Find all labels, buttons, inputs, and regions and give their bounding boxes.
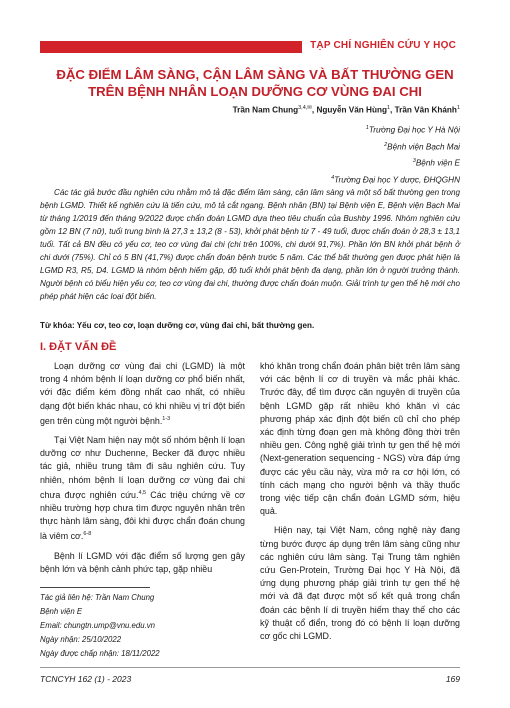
footnote-org: Bệnh viện E [40,607,83,616]
title-line-1: ĐẶC ĐIỂM LÂM SÀNG, CẬN LÂM SÀNG VÀ BẤT THƯỜNG GEN [56,67,454,82]
journal-name: TẠP CHÍ NGHIÊN CỨU Y HỌC [302,38,460,54]
footnote-received: Ngày nhận: 25/10/2022 [40,635,122,644]
affiliations [331,121,460,188]
footnote-author: Tác giả liên hệ: Trần Nam Chung [40,593,155,602]
affiliation-1: $^1$Trường Đại học Y Hà Nội [365,125,460,135]
footer-divider [40,667,460,668]
paragraph: Tại Việt Nam hiện nay một số nhóm bệnh lí loạn dưỡng cơ như Duchenne, Becker đã được nhiều tác giả, nhiều trung tâm đi sâu nghiên cứu. Tuy nhiên, nhóm bệnh lí loạn dưỡng cơ vùng đai chi chưa được nghiên cứu.$^{4,5}$ Các triệu chứng về cơ nhiều trường hợp chưa tìm được nguyên nhân trên thực hành lâm sàng, đôi khi được chẩn đoán chung là viêm cơ.$^{6-8}$ [40,434,245,542]
footer-issue: TCNCYH 162 (1) - 2023 [40,674,132,684]
keywords: Từ khóa: Yếu cơ, teo cơ, loạn dưỡng cơ, vùng đai chi, bất thường gen. [40,321,315,330]
author-3: Trần Vân Khánh [394,105,457,115]
footnote-email: Email: chungtn.ump@vnu.edu.vn [40,621,155,630]
author-3-sup: 1 [456,105,460,111]
article-title [40,66,470,100]
paragraph: Loạn dưỡng cơ vùng đai chi (LGMD) là một trong 4 nhóm bệnh lí loạn dưỡng cơ phổ biến nhất, với đặc điểm kém đồng nhất cao nhất, có nhiều dạng đột biến khác nhau, có khi nhiều vị trí đột biến gen trên cùng một người bệnh.$^{1-3}$ [40,361,245,426]
affiliation-2: $^2$Bệnh viện Bạch Mai [384,141,460,152]
left-column [40,360,245,582]
affiliation-3: $^3$Bệnh viện E [412,158,460,169]
paragraph: Hiện nay, tại Việt Nam, công nghệ này đang từng bước được áp dụng trên lâm sàng cũng như các nghiên cứu lâm sàng. Tại Trung tâm nghiên cứu Gen-Protein, Trường Đại học Y Hà Nội, đã ứng dụng phương pháp giải trình tự gen thế hệ mới và đã đạt được một số kết quả trong chẩn đoán các bệnh lí di truyền hiếm thay thế cho các kỹ thuật cổ điển, trong đó có bệnh lí loạn dưỡng cơ gốc chi LGMD. [260,525,460,642]
corresponding-mark-icon: ✉ [307,105,312,111]
title-line-2: TRÊN BỆNH NHÂN LOẠN DƯỠNG CƠ VÙNG ĐAI CHI [88,84,422,99]
page-number: 169 [445,674,460,684]
author-1: Trần Nam Chung [232,105,299,115]
section-heading: I. ĐẶT VẤN ĐỀ [40,341,117,353]
footnote-divider [40,587,150,588]
paragraph: khó khăn trong chẩn đoán phân biệt trên lâm sàng với các bệnh lí cơ di truyền và mắc phải khác. Trước đây, để tìm được căn nguyên di truyền của bệnh LGMD gặp rất nhiều khó khăn vì các phương pháp xác định đột biến cũ chỉ cho phép xác định từng đoạn gen mà không đồng thời trên nhiều gen. Công nghệ giải trình tự gen thế hệ mới (Next-generation sequencing - NGS) vừa đáp ứng được các yêu cầu này, vừa mở ra cơ hội lớn, có tính cách mạng cho người bệnh và thầy thuốc trong việc tiếp cận chẩn đoán LGMD sớm, hiệu quả. [260,361,460,517]
paragraph: Bệnh lí LGMD với đặc điểm số lượng gen gây bệnh lớn và bệnh cảnh phức tạp, gặp nhiều [40,550,245,574]
affiliation-4: $^4$Trường Đại học Y dược, ĐHQGHN [331,175,460,185]
abstract: Các tác giả bước đầu nghiên cứu nhằm mô tả đặc điểm lâm sàng, cận lâm sàng và một số bất thường gen trong bệnh LGMD. Thiết kế nghiên cứu là tiến cứu, mô tả cắt ngang. Bệnh nhân (BN) tại Bệnh viện E, Bệnh viện Bạch Mai từ tháng 1/2019 đến tháng 9/2022 được chẩn đoán LGMD dựa theo tiêu chuẩn của Bushby 1996. Nhóm nghiên cứu gồm 12 BN (7 nữ), tuổi trung bình là 27,3 ± 13,2 (8 - 53), khởi phát bệnh từ 7 - 49 tuổi, được chẩn đoán ở 28,3 ± 13,1 tuổi. Tất cả BN đều có yếu cơ, teo cơ vùng đai chi (chi trên 100%, chi dưới 91,7%). Phần lớn BN khởi phát bệnh ở chi dưới (75%). Chỉ có 5 BN (41,7%) được chẩn đoán bệnh trước 5 năm. Các thể bất thường gen được phát hiện là LGMD R3, R5, D4. LGMD là nhóm bệnh hiếm gặp, độ tuổi khởi phát bệnh đa dạng, phần lớn ở người trưởng thành. Người bệnh có biểu hiện yếu cơ, teo cơ vùng đai chi, thường được chẩn đoán muộn. Giải trình tự gen thế hệ mới cho phép phát hiện các loại đột biến. [40,188,460,301]
author-list: Trần Nam Chung$^{3,4,✉}$, Nguyễn Văn Hùng$^1$, Trần Vân Khánh$^1$ [232,105,460,115]
footnote-accepted: Ngày được chấp nhận: 18/11/2022 [40,649,160,658]
author-1-sup: 3,4, [298,105,308,111]
author-2: Nguyễn Văn Hùng [316,105,387,115]
right-column [260,360,460,649]
author-2-sup: 1 [386,105,391,111]
